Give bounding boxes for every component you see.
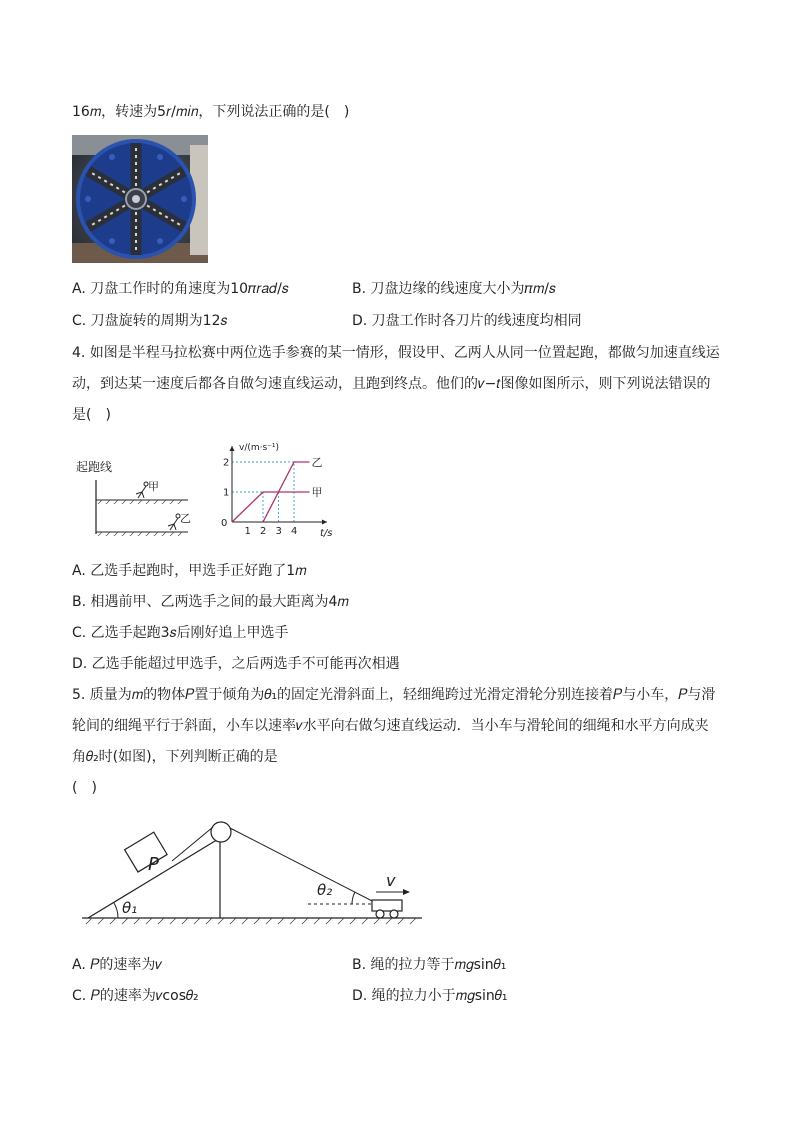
runner-a-label: 甲 — [148, 480, 159, 493]
start-line-label: 起跑线 — [76, 460, 113, 474]
y-tick-label: 2 — [223, 457, 230, 469]
q4-option-c: C. 乙选手起跑3𝑠后刚好追上甲选手 — [72, 625, 289, 641]
x-tick-label: 3 — [275, 526, 282, 537]
vt-chart — [215, 440, 340, 544]
q4-option-d: D. 乙选手能超过甲选手，之后两选手不可能再次相遇 — [72, 656, 400, 672]
x-tick-label: 2 — [260, 526, 267, 537]
q3-option-c: C. 刀盘旋转的周期为12𝑠 — [72, 313, 228, 329]
y-axis-label: v/(m·s⁻¹) — [239, 443, 280, 453]
x-tick-label: 1 — [244, 526, 251, 537]
velocity-arrowhead-icon — [403, 889, 410, 895]
incline-pulley-figure — [80, 812, 430, 932]
q4-option-b: B. 相遇前甲、乙两选手之间的最大距离为4𝑚 — [72, 594, 349, 610]
y-tick-label: 1 — [223, 487, 230, 499]
cart-icon — [372, 900, 402, 918]
x-axis-arrow-icon — [322, 520, 327, 525]
theta2-label: θ₂ — [317, 881, 333, 899]
series-label-1: 甲 — [311, 486, 323, 499]
q5-stem-line-1: 5. 质量为𝑚的物体𝑃置于倾角为𝜃₁的固定光滑斜面上，轻细绳跨过光滑定滑轮分别连接着𝑃与小车，𝑃与滑 — [72, 687, 716, 703]
block-p — [125, 832, 168, 872]
q3-option-b: B. 刀盘边缘的线速度大小为𝜋𝑚/𝑠 — [352, 281, 556, 297]
x-tick-label: 4 — [291, 526, 298, 537]
theta1-arc — [114, 903, 118, 918]
tunnel-boring-machine-image — [72, 135, 208, 263]
q3-option-d: D. 刀盘工作时各刀片的线速度均相同 — [352, 313, 582, 329]
q4-option-a: A. 乙选手起跑时，甲选手正好跑了1𝑚 — [72, 563, 307, 579]
runner-a-icon — [136, 482, 148, 498]
q4-stem-line-2: 动，到达某一速度后都各自做匀速直线运动，且跑到终点。他们的𝑣−𝑡图像如图所示，则下列说法错误的 — [72, 376, 711, 392]
pulley-icon — [211, 822, 231, 842]
vt-ticks — [223, 458, 297, 538]
velocity-label: v — [386, 871, 396, 890]
origin-label: 0 — [221, 518, 228, 529]
q5-stem-line-3: 角𝜃₂时(如图)，下列判断正确的是 — [72, 749, 278, 765]
q5-option-d: D. 绳的拉力小于𝑚𝑔sin𝜃₁ — [352, 988, 508, 1004]
q5-stem-line-2: 轮间的细绳平行于斜面，小车以速率𝑣水平向右做匀速直线运动．当小车与滑轮间的细绳和水平方向成夹 — [72, 718, 709, 734]
rope-to-cart — [230, 828, 378, 904]
block-p-label: P — [148, 854, 159, 875]
q5-option-c: C. 𝑃的速率为𝑣cos𝜃₂ — [72, 988, 199, 1004]
runner-b-icon — [168, 514, 180, 530]
q5-option-a: A. 𝑃的速率为𝑣 — [72, 957, 162, 973]
q4-stem-line-1: 4. 如图是半程马拉松赛中两位选手参赛的某一情形，假设甲、乙两人从同一位置起跑，都做匀加速直线运 — [72, 345, 720, 361]
theta1-label: θ₁ — [122, 899, 138, 917]
cutter-head-photo — [72, 135, 208, 263]
x-axis-label: t/s — [320, 528, 333, 539]
q3-stem: 16𝑚，转速为5𝑟/𝑚𝑖𝑛，下列说法正确的是( ) — [72, 104, 350, 120]
series-label-2: 乙 — [311, 456, 323, 469]
start-line-figure — [74, 452, 194, 538]
runner-b-label: 乙 — [180, 512, 191, 525]
q3-option-a: A. 刀盘工作时的角速度为10𝜋𝑟𝑎𝑑/𝑠 — [72, 281, 289, 297]
y-axis-arrow-icon — [230, 446, 235, 451]
q5-stem-line-4: ( ) — [72, 780, 97, 796]
q5-option-b: B. 绳的拉力等于𝑚𝑔sin𝜃₁ — [352, 957, 507, 973]
q4-stem-line-3: 是( ) — [72, 407, 111, 423]
rope-to-block — [172, 827, 213, 861]
theta2-arc — [352, 892, 355, 904]
vt-series — [232, 456, 323, 522]
